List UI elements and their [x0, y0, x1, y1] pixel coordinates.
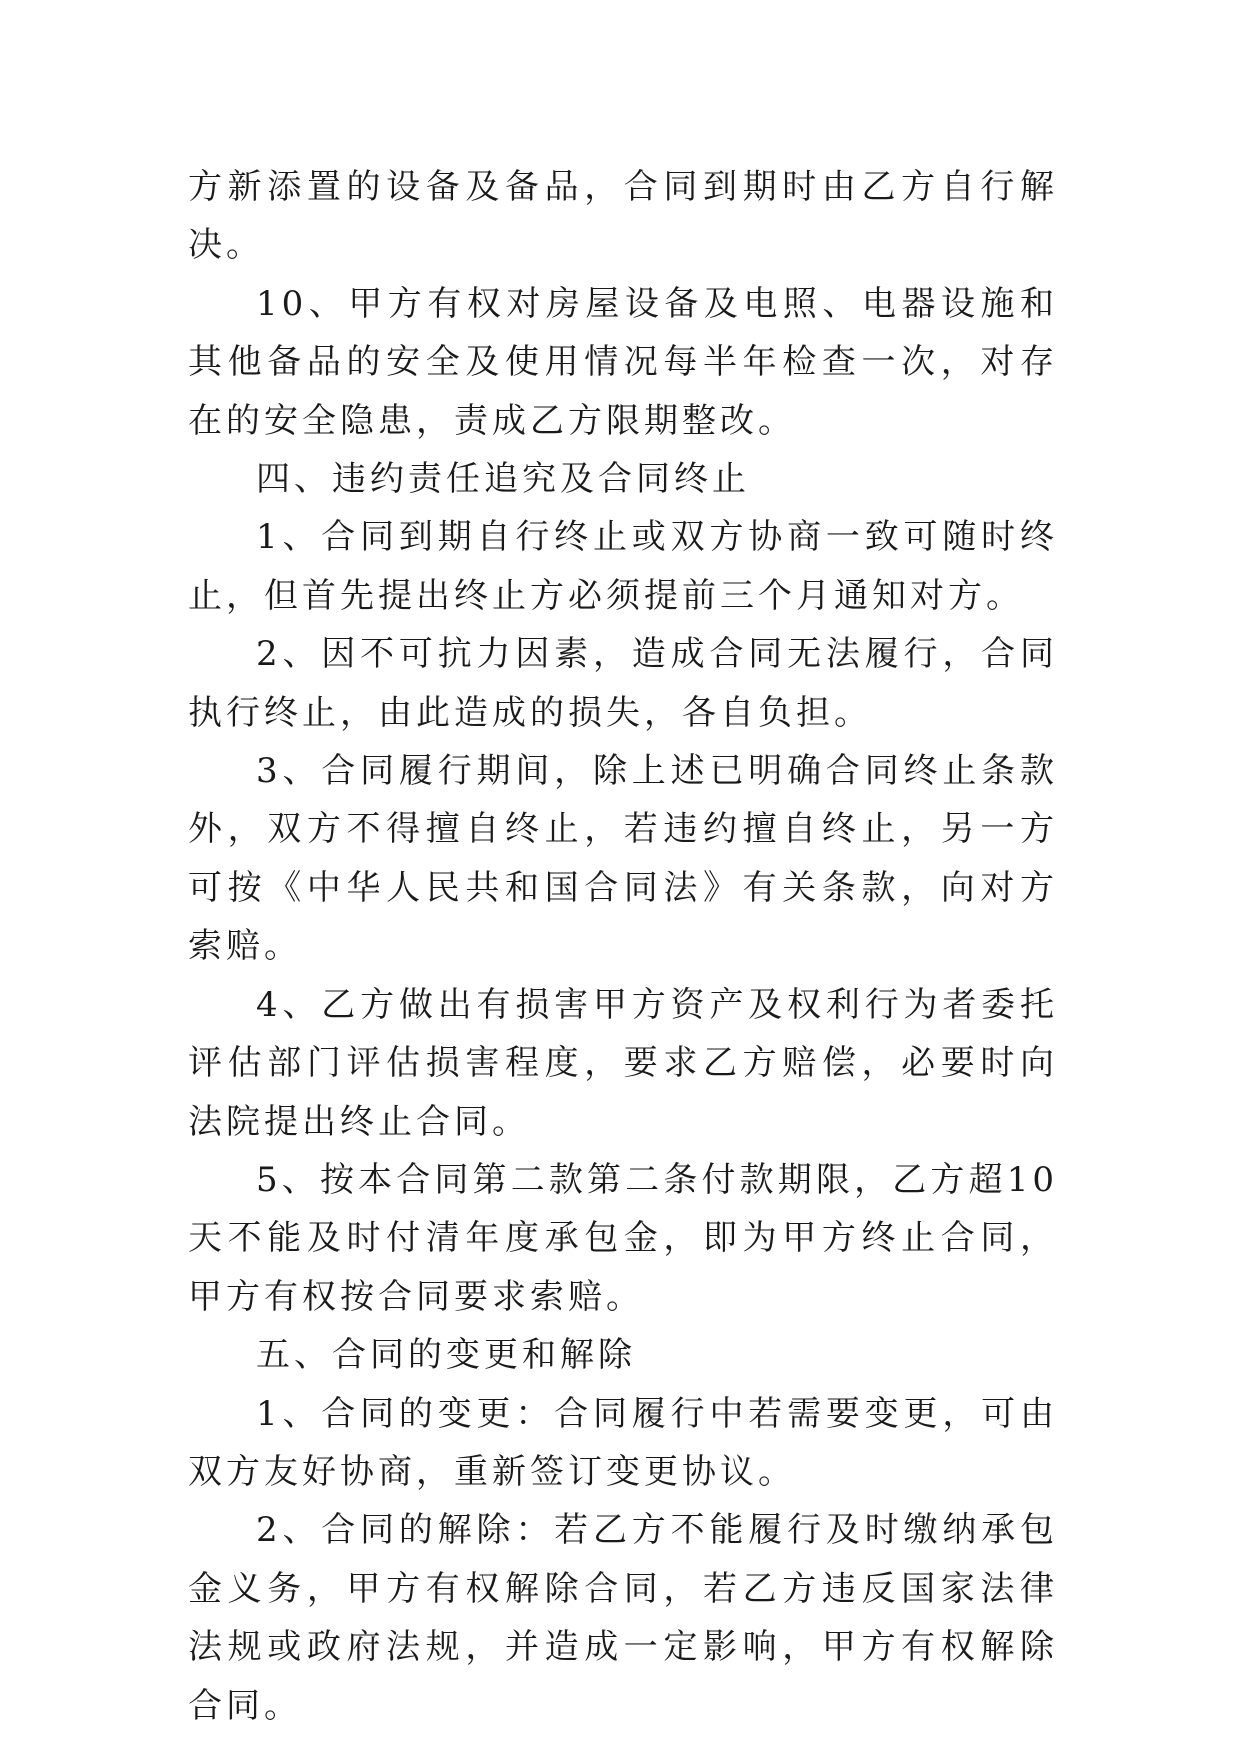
- clause-10: 10、甲方有权对房屋设备及电照、电器设施和其他备品的安全及使用情况每半年检查一次，对存在的安全隐患，责成乙方限期整改。: [188, 283, 1058, 441]
- clause-4-1: 1、合同到期自行终止或双方协商一致可随时终止，但首先提出终止方必须提前三个月通知对方。: [188, 517, 1058, 616]
- section-heading-5: 五、合同的变更和解除: [256, 1335, 636, 1376]
- clause-5-1: 1、合同的变更：合同履行中若需要变更，可由双方友好协商，重新签订变更协议。: [188, 1393, 1058, 1492]
- paragraph-continuation: 方新添置的设备及备品，合同到期时由乙方自行解决。: [188, 167, 1058, 266]
- clause-4-5: 5、按本合同第二款第二条付款期限，乙方超10天不能及时付清年度承包金，即为甲方终止合同，甲方有权按合同要求索赔。: [188, 1159, 1058, 1317]
- clause-5-2: 2、合同的解除：若乙方不能履行及时缴纳承包金义务，甲方有权解除合同，若乙方违反国家法律法规或政府法规，并造成一定影响，甲方有权解除合同。: [188, 1510, 1058, 1726]
- clause-4-3: 3、合同履行期间，除上述已明确合同终止条款外，双方不得擅自终止，若违约擅自终止，另一方可按《中华人民共和国合同法》有关条款，向对方索赔。: [188, 751, 1058, 967]
- clause-4-2: 2、因不可抗力因素，造成合同无法履行，合同执行终止，由此造成的损失，各自负担。: [188, 634, 1058, 733]
- document-body: [188, 158, 1058, 1735]
- section-heading-4: 四、违约责任追究及合同终止: [256, 459, 750, 500]
- clause-4-4: 4、乙方做出有损害甲方资产及权利行为者委托评估部门评估损害程度，要求乙方赔偿，必要时向法院提出终止合同。: [188, 984, 1058, 1142]
